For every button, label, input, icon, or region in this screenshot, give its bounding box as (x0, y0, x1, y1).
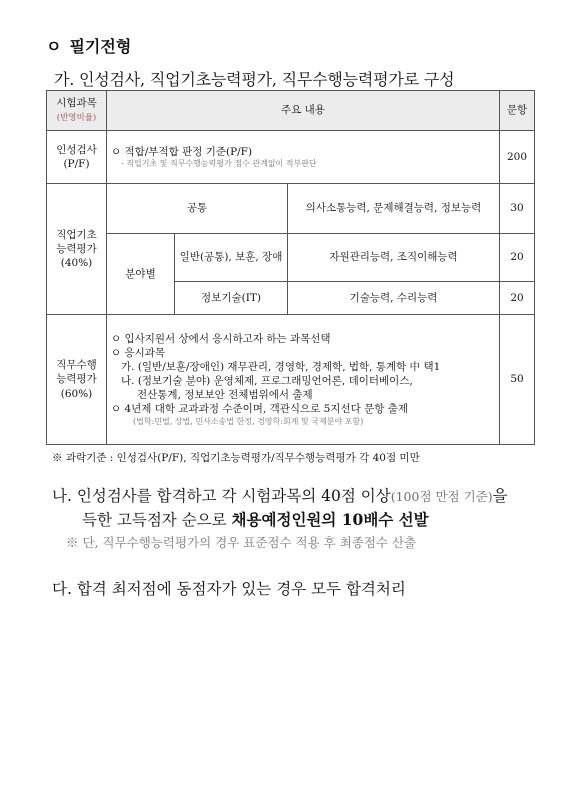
table-row-personality (47, 131, 535, 184)
table-header-row (47, 91, 535, 131)
row2-it-content: 기술능력, 수리능력 (288, 282, 500, 315)
row3-content (107, 315, 500, 445)
header-count: 문항 (500, 91, 535, 131)
section-b-part4: 득한 고득점자 순으로 (82, 511, 232, 530)
row3-count: 50 (500, 315, 535, 445)
header-subject: 시험과목 (반영비율) (47, 91, 107, 131)
row2-subject: 직업기초 능력평가 (40%) (47, 184, 107, 315)
section-heading (46, 34, 131, 57)
section-a-title: 가. 인성검사, 직업기초능력평가, 직무수행능력평가로 구성 (54, 70, 455, 89)
section-c: 다. 합격 최저점에 동점자가 있는 경우 모두 합격처리 (52, 580, 406, 598)
section-b-part2: (100점 만점 기준) (390, 489, 493, 504)
row2-common-content: 의사소통능력, 문제해결능력, 정보능력 (288, 184, 500, 234)
section-b-note: ※ 단, 직무수행능력평가의 경우 표준점수 적용 후 최종점수 산출 (66, 535, 417, 550)
table-row-basic-general (47, 234, 535, 282)
heading-title: 필기전형 (69, 37, 132, 56)
row2-general-content: 자원관리능력, 조직이해능력 (288, 234, 500, 282)
table-row-basic-common (47, 184, 535, 234)
row1-subject: 인성검사 (P/F) (47, 131, 107, 184)
header-content: 주요 내용 (107, 91, 500, 131)
table-row-job (47, 315, 535, 445)
section-b-part5: 채용예정인원의 10배수 선발 (231, 510, 429, 530)
section-b (52, 484, 542, 532)
row1-note: - 직업기초 및 직무수행능력평가 점수 관계없이 적부판단 (121, 158, 317, 168)
row2-common-label: 공통 (107, 184, 288, 234)
exam-table (46, 90, 535, 445)
row1-content (107, 131, 500, 184)
section-b-part1: 나. 인성검사를 합격하고 각 시험과목의 40점 이상 (52, 487, 391, 505)
row1-count: 200 (500, 131, 535, 184)
section-b-part3: 을 (492, 487, 508, 505)
heading-bullet: ㅇ (46, 37, 62, 56)
header-subject-note: (반영비율) (56, 113, 97, 124)
row2-field-label: 분야별 (107, 234, 175, 315)
row2-common-count: 30 (500, 184, 535, 234)
row3-line2: ㅇ 응시과목 (111, 346, 166, 359)
row3-subject: 직무수행 능력평가 (60%) (47, 315, 107, 445)
row2-it-label: 정보기술(IT) (175, 282, 288, 315)
row2-general-label: 일반(공통), 보훈, 장애 (175, 234, 288, 282)
section-b-line2 (52, 508, 542, 532)
row3-line3: 가. (일반/보훈/장애인) 재무관리, 경영학, 경제학, 법학, 통계학 中 택1 (121, 360, 441, 373)
row3-line7: (법학:민법, 상법, 민사소송법 한정, 경영학:회계 및 국제분야 포함) (133, 416, 364, 426)
row3-line6: ㅇ 4년제 대학 교과과정 수준이며, 객관식으로 5지선다 문항 출제 (111, 403, 408, 416)
row3-line4: 나. (정보기술 분야) 운영체제, 프로그래밍언어론, 데이터베이스, (121, 375, 413, 388)
row1-bullet: ㅇ 적합/부적합 판정 기준(P/F) (111, 145, 253, 158)
cutoff-footnote: ※ 과락기준 : 인성검사(P/F), 직업기초능력평가/직무수행능력평가 각 40점 미만 (52, 452, 420, 464)
row3-line1: ㅇ 입사지원서 상에서 응시하고자 하는 과목선택 (111, 332, 331, 345)
row2-it-count: 20 (500, 282, 535, 315)
row3-line5: 전산통계, 정보보안 전체범위에서 출제 (137, 389, 313, 402)
row2-general-count: 20 (500, 234, 535, 282)
